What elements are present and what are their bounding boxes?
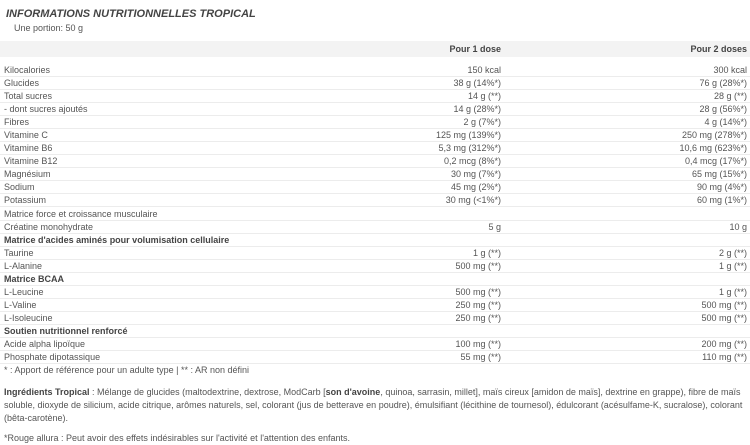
- ingredients-warning: *Rouge allura : Peut avoir des effets indésirables sur l'activité et l'attention des enfants.: [4, 433, 350, 444]
- section-row: [0, 273, 750, 286]
- row-label: Soutien nutritionnel renforcé: [4, 325, 128, 336]
- row-label: Glucides: [4, 78, 40, 89]
- table-row: [0, 260, 750, 273]
- row-value-dose2: 110 mg (**): [702, 352, 747, 363]
- row-value-dose2: 200 mg (**): [701, 338, 747, 349]
- row-value-dose2: 76 g (28%*): [699, 78, 747, 89]
- table-row: [0, 286, 750, 299]
- row-value-dose2: 28 g (**): [713, 91, 747, 102]
- row-value-dose1: 125 mg (139%*): [435, 130, 501, 141]
- table-row: [0, 207, 750, 220]
- row-value-dose2: 90 mg (4%*): [696, 182, 747, 193]
- row-value-dose1: 2 g (7%*): [463, 117, 501, 128]
- row-value-dose2: 300 kcal: [713, 65, 747, 75]
- row-label: Acide alpha lipoïque: [4, 338, 86, 349]
- table-row: [0, 90, 750, 103]
- ingredients-heading: Ingrédients Tropical: [4, 387, 90, 398]
- table-row: [0, 312, 750, 325]
- row-label: Matrice BCAA: [4, 273, 65, 284]
- column-header-dose2: Pour 2 doses: [690, 44, 747, 54]
- row-value-dose2: 500 mg (**): [701, 299, 747, 310]
- row-label: - dont sucres ajoutés: [4, 104, 88, 115]
- row-label: Taurine: [4, 247, 34, 258]
- row-value-dose1: 30 mg (7%*): [450, 169, 501, 180]
- table-header: [0, 41, 750, 57]
- ingredients-block: [4, 386, 746, 445]
- row-value-dose2: 10 g: [729, 221, 747, 232]
- row-value-dose2: 0,4 mcg (17%*): [684, 156, 747, 167]
- section-row: [0, 325, 750, 338]
- row-label: Vitamine B12: [4, 156, 58, 167]
- row-label: L-Leucine: [4, 286, 44, 297]
- row-value-dose2: 2 g (**): [718, 247, 747, 258]
- row-value-dose1: 14 g (28%*): [453, 104, 501, 115]
- row-value-dose2: 10,6 mg (623%*): [679, 143, 747, 154]
- row-label: L-Alanine: [4, 260, 43, 271]
- table-row: [0, 103, 750, 116]
- row-value-dose1: 250 mg (**): [455, 299, 501, 310]
- row-label: Vitamine C: [4, 130, 48, 141]
- row-label: * : Apport de référence pour un adulte type | ** : AR non défini: [4, 365, 249, 376]
- row-value-dose1: 500 mg (**): [455, 286, 501, 297]
- row-label: Kilocalories: [4, 65, 51, 75]
- table-row: [0, 116, 750, 129]
- footnote-row: [0, 364, 750, 376]
- ingredients-bold: son d'avoine: [325, 387, 381, 398]
- table-row: [0, 129, 750, 142]
- table-row: [0, 194, 750, 207]
- row-label: Matrice d'acides aminés pour volumisation cellulaire: [4, 234, 230, 245]
- table-row: [0, 142, 750, 155]
- row-label: Potassium: [4, 195, 47, 206]
- table-row: [0, 338, 750, 351]
- row-label: Créatine monohydrate: [4, 221, 94, 232]
- row-value-dose1: 5 g: [488, 221, 501, 232]
- row-label: Vitamine B6: [4, 143, 53, 154]
- row-value-dose2: 60 mg (1%*): [696, 195, 747, 206]
- row-value-dose1: 100 mg (**): [455, 338, 501, 349]
- row-label: Sodium: [4, 182, 35, 193]
- table-row: [0, 77, 750, 90]
- row-value-dose1: 0,2 mcg (8%*): [443, 156, 501, 167]
- row-label: Fibres: [4, 117, 30, 128]
- row-value-dose1: 1 g (**): [472, 247, 501, 258]
- table-row: [0, 351, 750, 364]
- row-label: L-Valine: [4, 299, 37, 310]
- table-row: [0, 221, 750, 234]
- portion-size: Une portion: 50 g: [14, 23, 84, 33]
- column-header-dose1: Pour 1 dose: [449, 44, 501, 54]
- row-label: Magnésium: [4, 169, 51, 180]
- table-row: [0, 181, 750, 194]
- row-value-dose2: 28 g (56%*): [699, 104, 747, 115]
- ingredients-text-2: , quinoa, sarrasin, millet], maïs cireux [amidon de maïs], dextrine en grappe), fibre de maïs soluble, dioxyde de silicium, acide citrique, arômes naturels, sel, colorant (jus de betterave en poudre), émulsifiant (lécithine de tournesol), édulcorant (acésulfame-K, sucralose), colorant (bêta-carotène).: [4, 387, 743, 424]
- row-value-dose1: 250 mg (**): [455, 312, 501, 323]
- row-value-dose2: 250 mg (278%*): [681, 130, 747, 141]
- row-value-dose1: 500 mg (**): [455, 260, 501, 271]
- row-label: L-Isoleucine: [4, 312, 53, 323]
- nutrition-table: [0, 60, 750, 376]
- row-value-dose1: 14 g (**): [467, 91, 501, 102]
- table-row: [0, 155, 750, 168]
- table-row: [0, 168, 750, 181]
- table-row: [0, 60, 750, 77]
- row-value-dose2: 500 mg (**): [701, 312, 747, 323]
- ingredients-text-1: : Mélange de glucides (maltodextrine, dextrose, ModCarb [: [89, 387, 326, 398]
- row-value-dose2: 4 g (14%*): [704, 117, 747, 128]
- row-value-dose1: 30 mg (<1%*): [445, 195, 501, 206]
- row-value-dose1: 150 kcal: [467, 65, 501, 75]
- row-label: Phosphate dipotassique: [4, 352, 101, 363]
- row-value-dose1: 55 mg (**): [460, 352, 501, 363]
- row-value-dose1: 45 mg (2%*): [450, 182, 501, 193]
- table-row: [0, 247, 750, 260]
- section-row: [0, 234, 750, 247]
- page-title: INFORMATIONS NUTRITIONNELLES TROPICAL: [6, 8, 256, 20]
- row-value-dose2: 1 g (**): [718, 286, 747, 297]
- row-value-dose2: 65 mg (15%*): [691, 169, 747, 180]
- table-row: [0, 299, 750, 312]
- row-value-dose2: 1 g (**): [718, 260, 747, 271]
- row-label: Matrice force et croissance musculaire: [4, 208, 158, 219]
- row-value-dose1: 5,3 mg (312%*): [438, 143, 501, 154]
- row-value-dose1: 38 g (14%*): [453, 78, 501, 89]
- row-label: Total sucres: [4, 91, 53, 102]
